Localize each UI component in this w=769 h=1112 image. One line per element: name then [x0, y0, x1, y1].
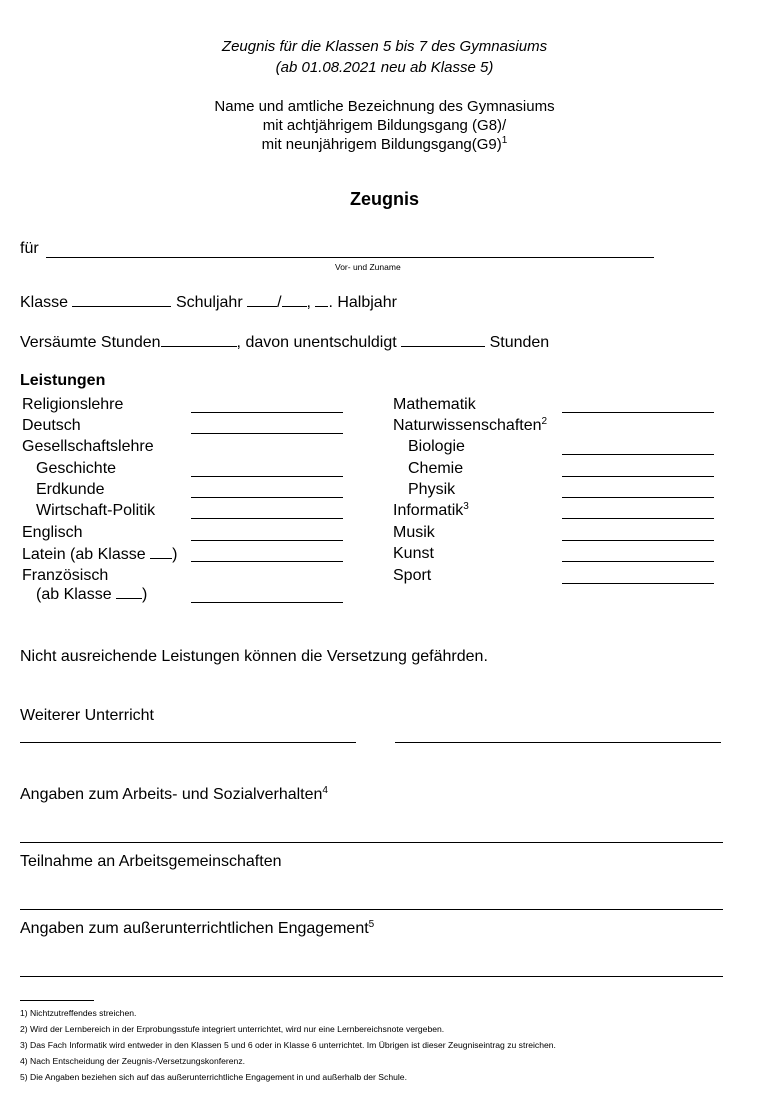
- versetzung-notice: Nicht ausreichende Leistungen können die Versetzung gefährden.: [20, 648, 488, 665]
- grade-line-mathematik[interactable]: [562, 412, 714, 413]
- name-input-line[interactable]: [46, 257, 654, 258]
- subject-geschichte: Geschichte: [36, 460, 117, 477]
- absence-row: [20, 333, 549, 352]
- grade-line-wirtschaft-politik[interactable]: [191, 518, 343, 519]
- grade-line-erdkunde[interactable]: [191, 497, 343, 498]
- subject-naturwissenschaften: [393, 417, 547, 435]
- subject-religion: Religionslehre: [22, 396, 124, 413]
- schuljahr-end-field[interactable]: [282, 293, 307, 307]
- footnote-5: 5) Die Angaben beziehen sich auf das außerunterrichtliche Engagement in und außerhalb der Schule.: [20, 1072, 407, 1082]
- franz-close: ): [142, 586, 148, 603]
- grade-line-latein[interactable]: [191, 561, 343, 562]
- latein-klasse-field[interactable]: [150, 545, 172, 559]
- subject-latein: [22, 545, 177, 564]
- grade-line-kunst[interactable]: [562, 561, 714, 562]
- absence-label: Versäumte Stunden: [20, 334, 161, 351]
- subject-wirtschaft-politik: Wirtschaft-Politik: [36, 502, 156, 519]
- grade-line-physik[interactable]: [562, 497, 714, 498]
- weiterer-unterricht-line-2[interactable]: [395, 742, 721, 743]
- grade-line-geschichte[interactable]: [191, 476, 343, 477]
- school-name-line-1: Name und amtliche Bezeichnung des Gymnasiums: [214, 98, 555, 115]
- grade-line-informatik[interactable]: [562, 518, 714, 519]
- engagement-label: [20, 920, 374, 938]
- footnote-ref-2: 2: [541, 416, 548, 427]
- subject-chemie: Chemie: [408, 460, 464, 477]
- fuer-label: für: [20, 240, 39, 257]
- footnote-separator: [20, 1000, 94, 1001]
- subject-informatik: [393, 502, 469, 520]
- footnote-ref-1: 1: [501, 135, 508, 146]
- grade-line-deutsch[interactable]: [191, 433, 343, 434]
- franzoesisch-klasse: [36, 585, 147, 604]
- schuljahr-label: Schuljahr: [175, 294, 243, 311]
- informatik-label: Informatik: [393, 502, 464, 519]
- header-line-1: Zeugnis für die Klassen 5 bis 7 des Gymnasiums: [221, 38, 548, 55]
- grade-line-franzoesisch[interactable]: [191, 602, 343, 603]
- absence-mid: , davon unentschuldigt: [236, 334, 397, 351]
- grade-line-biologie[interactable]: [562, 454, 714, 455]
- grade-line-musik[interactable]: [562, 540, 714, 541]
- leistungen-heading: Leistungen: [20, 372, 106, 389]
- grade-line-religion[interactable]: [191, 412, 343, 413]
- absence-end: Stunden: [489, 334, 550, 351]
- subject-mathematik: Mathematik: [393, 396, 476, 413]
- halbjahr-label: . Halbjahr: [328, 294, 397, 311]
- footnote-4: 4) Nach Entscheidung der Zeugnis-/Versetzungskonferenz.: [20, 1056, 245, 1066]
- footnote-ref-3: 3: [463, 501, 469, 512]
- schuljahr-slash: /: [277, 294, 282, 311]
- arbeitsverhalten-label: [20, 786, 328, 804]
- footnote-1: 1) Nichtzutreffendes streichen.: [20, 1008, 137, 1018]
- footnote-2: 2) Wird der Lernbereich in der Erprobungsstufe integriert unterrichtet, wird nur eine Lernbereichsnote vergeben.: [20, 1024, 445, 1034]
- schuljahr-start-field[interactable]: [247, 293, 277, 307]
- school-name-line-3: [0, 136, 769, 153]
- weiterer-unterricht-label: Weiterer Unterricht: [20, 707, 154, 724]
- schuljahr-comma: ,: [306, 294, 311, 311]
- latein-label: Latein (ab Klasse: [22, 546, 146, 563]
- subject-physik: Physik: [408, 481, 456, 498]
- subject-sport: Sport: [393, 567, 432, 584]
- subject-erdkunde: Erdkunde: [36, 481, 105, 498]
- unexcused-hours-field[interactable]: [401, 333, 485, 347]
- subject-englisch: Englisch: [22, 524, 83, 541]
- naturwissenschaften-label: Naturwissenschaften: [393, 417, 542, 434]
- grade-line-englisch[interactable]: [191, 540, 343, 541]
- absence-hours-field[interactable]: [161, 333, 237, 347]
- latein-close: ): [172, 546, 178, 563]
- subject-biologie: Biologie: [408, 438, 465, 455]
- franz-ab-label: (ab Klasse: [36, 586, 112, 603]
- subject-franzoesisch: Französisch: [22, 567, 109, 584]
- document-title: Zeugnis: [349, 189, 419, 209]
- header-line-2: (ab 01.08.2021 neu ab Klasse 5): [275, 59, 494, 76]
- engagement-text: Angaben zum außerunterrichtlichen Engagement: [20, 920, 369, 937]
- subject-musik: Musik: [393, 524, 435, 541]
- name-caption: Vor- und Zuname: [335, 262, 401, 272]
- arbeitsverhalten-line[interactable]: [20, 842, 723, 843]
- footnote-ref-4: 4: [322, 785, 328, 796]
- footnote-3: 3) Das Fach Informatik wird entweder in den Klassen 5 und 6 oder in Klasse 6 unterrichtet. Im Übrigen ist dieser Zeugniseintrag zu streichen.: [20, 1040, 556, 1050]
- arbeitsgemeinschaften-label: Teilnahme an Arbeitsgemeinschaften: [20, 853, 282, 870]
- grade-line-chemie[interactable]: [562, 476, 714, 477]
- klasse-field[interactable]: [72, 293, 171, 307]
- klasse-row: [20, 293, 397, 312]
- franz-klasse-field[interactable]: [116, 585, 142, 599]
- subject-gesellschaftslehre: Gesellschaftslehre: [22, 438, 154, 455]
- subject-deutsch: Deutsch: [22, 417, 81, 434]
- klasse-label: Klasse: [20, 294, 69, 311]
- arbeitsgemeinschaften-line[interactable]: [20, 909, 723, 910]
- school-name-line-3-text: mit neunjährigem Bildungsgang(G9): [261, 136, 502, 153]
- weiterer-unterricht-line-1[interactable]: [20, 742, 356, 743]
- footnote-ref-5: 5: [368, 919, 375, 930]
- school-name-line-2: mit achtjährigem Bildungsgang (G8)/: [262, 117, 507, 134]
- halbjahr-field[interactable]: [315, 293, 328, 307]
- subject-kunst: Kunst: [393, 545, 434, 562]
- grade-line-sport[interactable]: [562, 583, 714, 584]
- engagement-line[interactable]: [20, 976, 723, 977]
- arbeitsverhalten-text: Angaben zum Arbeits- und Sozialverhalten: [20, 786, 323, 803]
